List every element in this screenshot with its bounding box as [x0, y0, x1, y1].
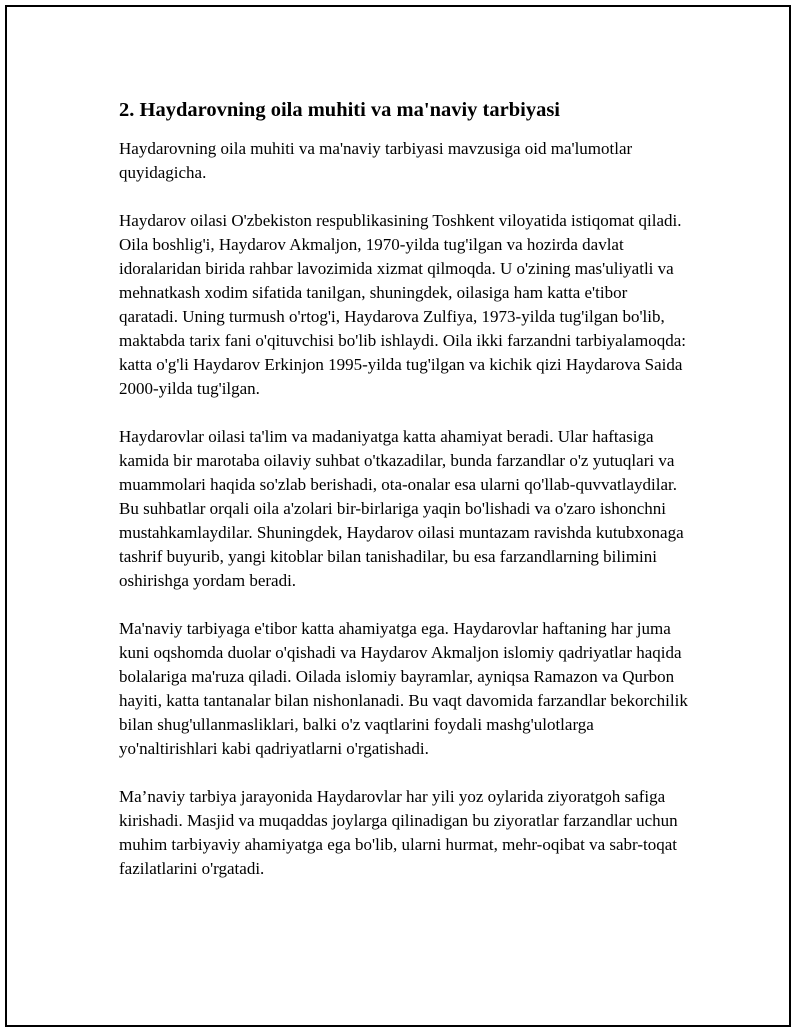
paragraph-spiritual: Ma'naviy tarbiyaga e'tibor katta ahamiyatga ega. Haydarovlar haftaning har juma kuni oqshomda duolar o'qishadi va Haydarov Akmaljon islomiy qadriyatlar haqida bolalariga ma'ruza qiladi. Oilada islomiy bayramlar, ayniqsa Ramazon va Qurbon hayiti, katta tantanalar bilan nishonlanadi. Bu vaqt davomida farzandlar bekorchilik bilan shug'ullanmasliklari, balki o'z vaqtlarini foydali mashg'ulotlarga yo'naltirishlari kabi qadriyatlarni o'rgatishadi.: [119, 619, 688, 758]
document-page: [5, 5, 791, 1027]
paragraph-intro: Haydarovning oila muhiti va ma'naviy tarbiyasi mavzusiga oid ma'lumotlar quyidagicha.: [119, 139, 633, 182]
paragraph-family: Haydarov oilasi O'zbekiston respublikasining Toshkent viloyatida istiqomat qiladi. Oila boshlig'i, Haydarov Akmaljon, 1970-yilda tug'ilgan va hozirda davlat idoralaridan birida rahbar lavozimida xizmat qilmoqda. U o'zining mas'uliyatli va mehnatkash xodim sifatida tanilgan, shuningdek, oilasiga ham katta e'tibor qaratadi. Uning turmush o'rtog'i, Haydarova Zulfiya, 1973-yilda tug'ilgan bo'lib, maktabda tarix fani o'qituvchisi bo'lib ishlaydi. Oila ikki farzandni tarbiyalamoqda: katta o'g'li Haydarov Erkinjon 1995-yilda tug'ilgan va kichik qizi Haydarova Saida 2000-yilda tug'ilgan.: [119, 211, 686, 398]
paragraph-pilgrimage: Ma’naviy tarbiya jarayonida Haydarovlar har yili yoz oylarida ziyoratgoh safiga kirishadi. Masjid va muqaddas joylarga qilinadigan bu ziyoratlar farzandlar uchun muhim tarbiyaviy ahamiyatga ega bo'lib, ularni hurmat, mehr-oqibat va sabr-toqat fazilatlarini o'rgatadi.: [119, 787, 678, 878]
document-body: [119, 95, 689, 905]
paragraph-education: Haydarovlar oilasi ta'lim va madaniyatga katta ahamiyat beradi. Ular haftasiga kamida bir marotaba oilaviy suhbat o'tkazadilar, bunda farzandlar o'z yutuqlari va muammolari haqida so'zlab berishadi, ota-onalar esa ularni qo'llab-quvvatlaydilar. Bu suhbatlar orqali oila a'zolari bir-birlariga yaqin bo'lishadi va o'zaro ishonchni mustahkamlaydilar. Shuningdek, Haydarov oilasi muntazam ravishda kutubxonaga tashrif buyurib, yangi kitoblar bilan tanishadilar, bu esa farzandlarning bilimini oshirishga yordam beradi.: [119, 427, 684, 590]
section-heading: 2. Haydarovning oila muhiti va ma'naviy tarbiyasi: [119, 99, 561, 121]
